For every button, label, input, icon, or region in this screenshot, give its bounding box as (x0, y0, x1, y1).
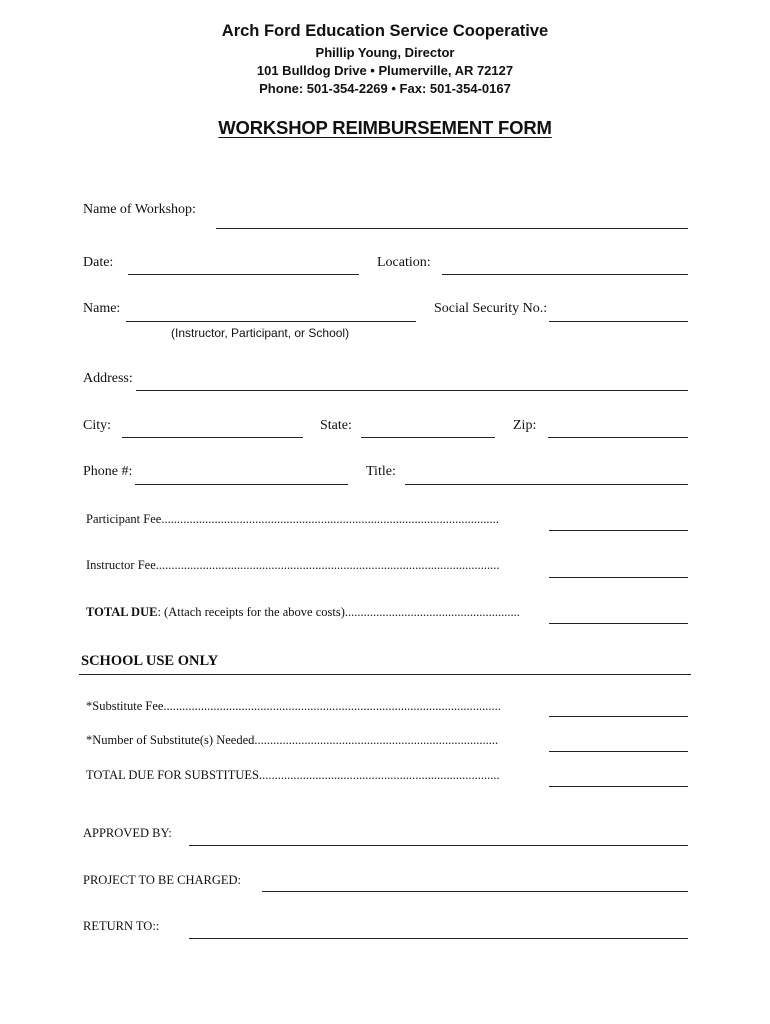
project-label: PROJECT TO BE CHARGED: (83, 873, 242, 887)
return-to-label: RETURN TO:: (83, 919, 160, 933)
substitute-fee-label: *Substitute Fee............................................................................................................ (86, 699, 501, 713)
name-label: Name: (83, 301, 121, 316)
form-title: WORKSHOP REIMBURSEMENT FORM (218, 117, 552, 138)
zip-field[interactable] (548, 437, 688, 438)
address-label: Address: (83, 371, 133, 386)
name-field-note: (Instructor, Participant, or School) (171, 326, 350, 340)
ssn-label: Social Security No.: (434, 301, 548, 316)
title-label: Title: (366, 464, 396, 479)
location-field[interactable] (442, 274, 688, 275)
date-label: Date: (83, 255, 114, 270)
city-label: City: (83, 418, 112, 433)
ssn-field[interactable] (549, 321, 688, 322)
instructor-fee-field[interactable] (549, 577, 688, 578)
state-field[interactable] (361, 437, 495, 438)
project-field[interactable] (262, 891, 688, 892)
city-field[interactable] (122, 437, 303, 438)
title-field[interactable] (405, 484, 688, 485)
date-field[interactable] (128, 274, 359, 275)
phone-field[interactable] (135, 484, 348, 485)
name-field[interactable] (126, 321, 416, 322)
approved-by-field[interactable] (189, 845, 688, 846)
total-due-heading: TOTAL DUE (86, 605, 158, 619)
total-substitutes-field[interactable] (549, 786, 688, 787)
substitute-fee-field[interactable] (549, 716, 688, 717)
location-label: Location: (377, 255, 431, 270)
workshop-name-field[interactable] (216, 228, 688, 229)
school-use-title: SCHOOL USE ONLY (81, 653, 219, 669)
section-divider (79, 674, 691, 675)
total-due-field[interactable] (549, 623, 688, 624)
total-substitutes-label: TOTAL DUE FOR SUBSTITUES............................................................................. (86, 768, 500, 782)
return-to-field[interactable] (189, 938, 688, 939)
phone-label: Phone #: (83, 464, 133, 479)
organization-contact: Phone: 501-354-2269 • Fax: 501-354-0167 (259, 81, 511, 96)
address-field[interactable] (136, 390, 688, 391)
organization-address: 101 Bulldog Drive • Plumerville, AR 72127 (256, 63, 514, 78)
instructor-fee-label: Instructor Fee.............................................................................................................. (86, 558, 500, 572)
total-due-note: : (Attach receipts for the above costs)........................................................ (157, 605, 520, 619)
total-due-label (86, 604, 520, 620)
workshop-name-label: Name of Workshop: (83, 202, 196, 217)
director-name: Phillip Young, Director (315, 45, 455, 60)
num-substitutes-label: *Number of Substitute(s) Needed.............................................................................. (86, 733, 499, 747)
organization-name: Arch Ford Education Service Cooperative (221, 22, 549, 40)
state-label: State: (320, 418, 352, 433)
zip-label: Zip: (513, 418, 537, 433)
participant-fee-field[interactable] (549, 530, 688, 531)
approved-by-label: APPROVED BY: (83, 826, 172, 840)
num-substitutes-field[interactable] (549, 751, 688, 752)
participant-fee-label: Participant Fee............................................................................................................ (86, 512, 499, 526)
